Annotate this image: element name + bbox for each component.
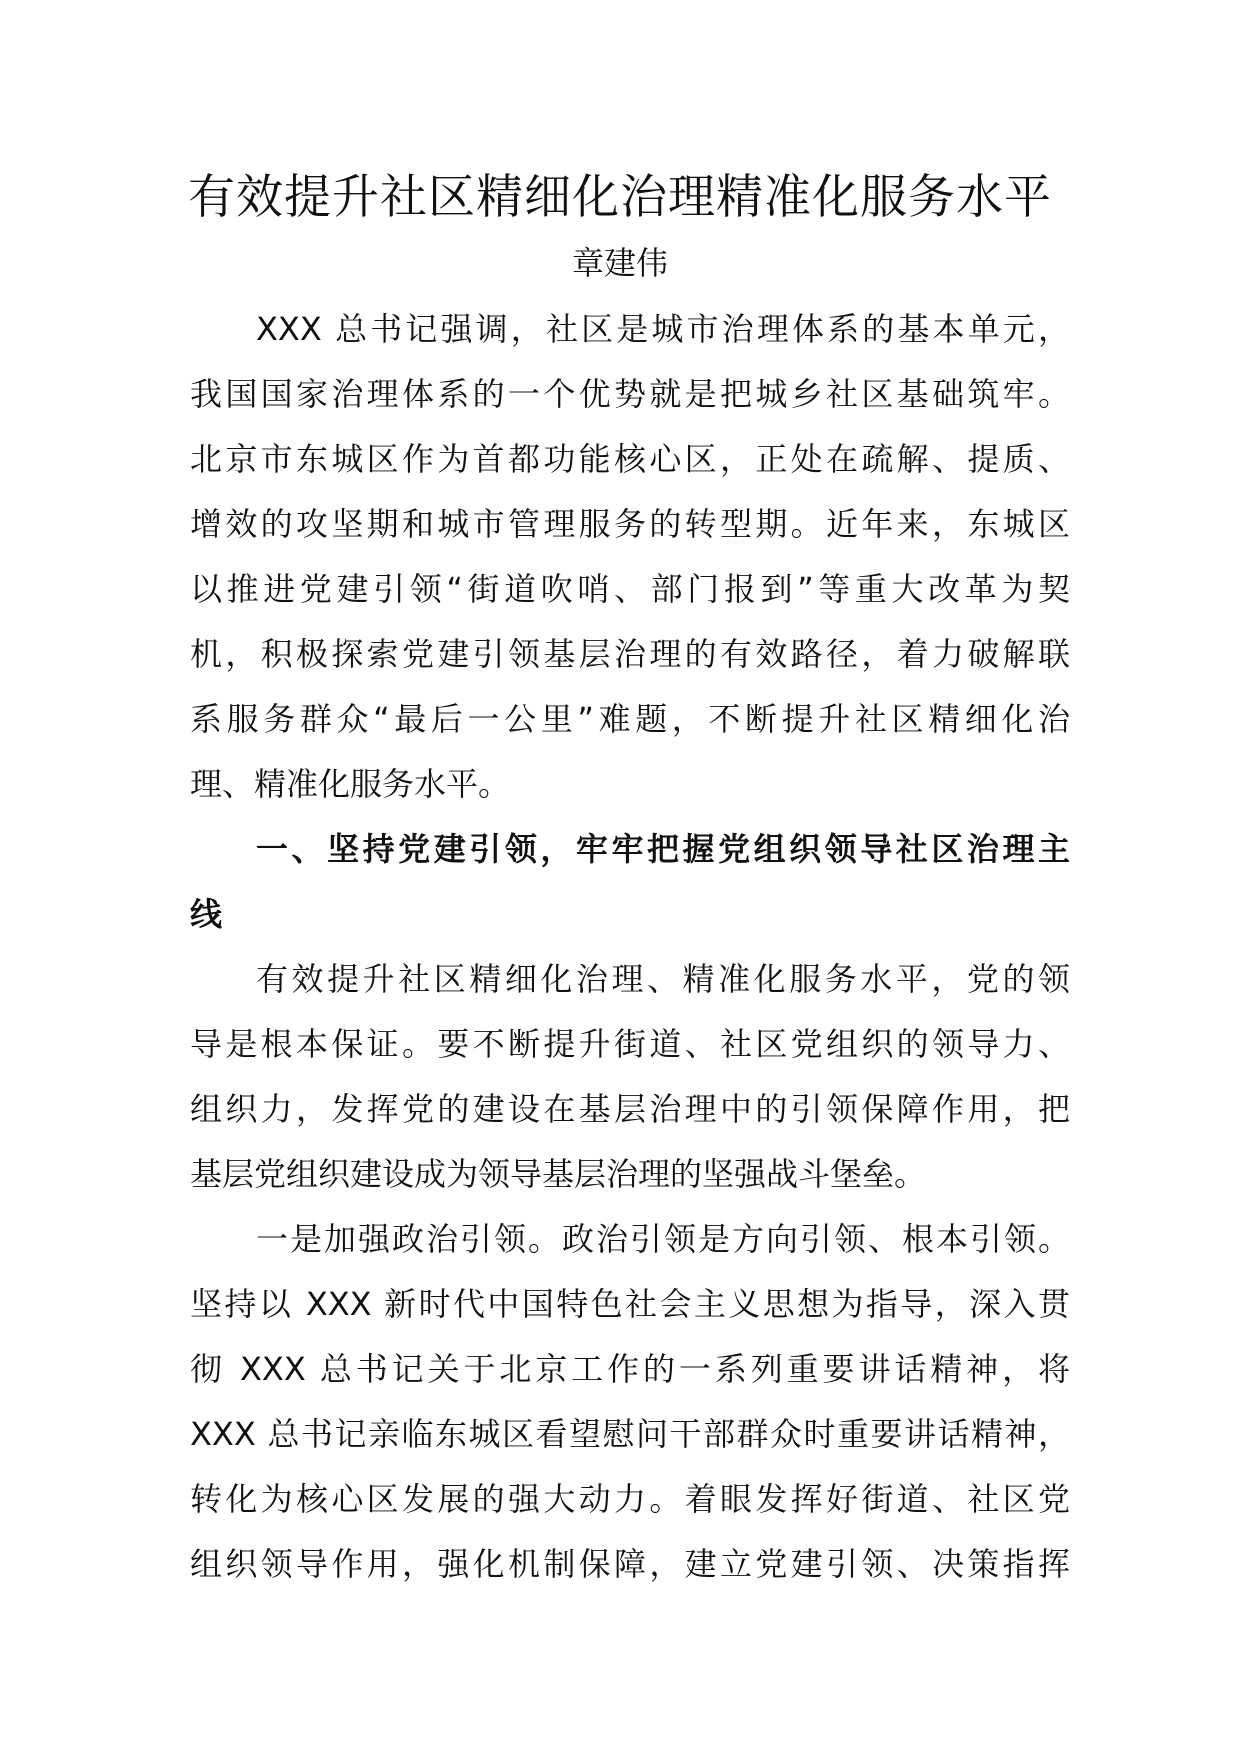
paragraph-line: 基层党组织建设成为领导基层治理的坚强战斗堡垒。: [190, 1155, 927, 1193]
paragraph-line: 机，积极探索党建引领基层治理的有效路径，着力破解联: [190, 635, 1070, 673]
paragraph-line: 理、精准化服务水平。: [190, 765, 511, 803]
paragraph-line: 坚持以 XXX 新时代中国特色社会主义思想为指导，深入贯: [190, 1285, 1070, 1323]
section-heading-line: 线: [190, 895, 223, 933]
paragraph-line: 以推进党建引领“街道吹哨、部门报到”等重大改革为契: [190, 570, 1070, 608]
section-heading-line: 一、坚持党建引领，牢牢把握党组织领导社区治理主: [256, 830, 1070, 868]
paragraph-line: 一是加强政治引领。政治引领是方向引领、根本引领。: [256, 1220, 1070, 1258]
document-body: [190, 297, 1070, 1597]
paragraph-line: 系服务群众“最后一公里”难题，不断提升社区精细化治: [190, 700, 1070, 738]
paragraph-line: 北京市东城区作为首都功能核心区，正处在疏解、提质、: [190, 440, 1070, 478]
paragraph-line: 导是根本保证。要不断提升街道、社区党组织的领导力、: [190, 1025, 1070, 1063]
paragraph-line: 组织力，发挥党的建设在基层治理中的引领保障作用，把: [190, 1090, 1070, 1128]
paragraph-line: 我国国家治理体系的一个优势就是把城乡社区基础筑牢。: [190, 375, 1070, 413]
document-title: 有效提升社区精细化治理精准化服务水平: [188, 170, 1052, 225]
paragraph-line: XXX 总书记强调，社区是城市治理体系的基本单元，: [256, 310, 1070, 348]
paragraph-line: 有效提升社区精细化治理、精准化服务水平，党的领: [256, 960, 1070, 998]
document-author: 章建伟: [571, 244, 668, 282]
paragraph-line: 彻 XXX 总书记关于北京工作的一系列重要讲话精神，将: [190, 1350, 1070, 1388]
paragraph-line: XXX 总书记亲临东城区看望慰问干部群众时重要讲话精神，: [190, 1415, 1070, 1453]
paragraph-line: 转化为核心区发展的强大动力。着眼发挥好街道、社区党: [190, 1480, 1070, 1518]
paragraph-line: 增效的攻坚期和城市管理服务的转型期。近年来，东城区: [190, 505, 1070, 543]
paragraph-line: 组织领导作用，强化机制保障，建立党建引领、决策指挥: [190, 1545, 1070, 1583]
